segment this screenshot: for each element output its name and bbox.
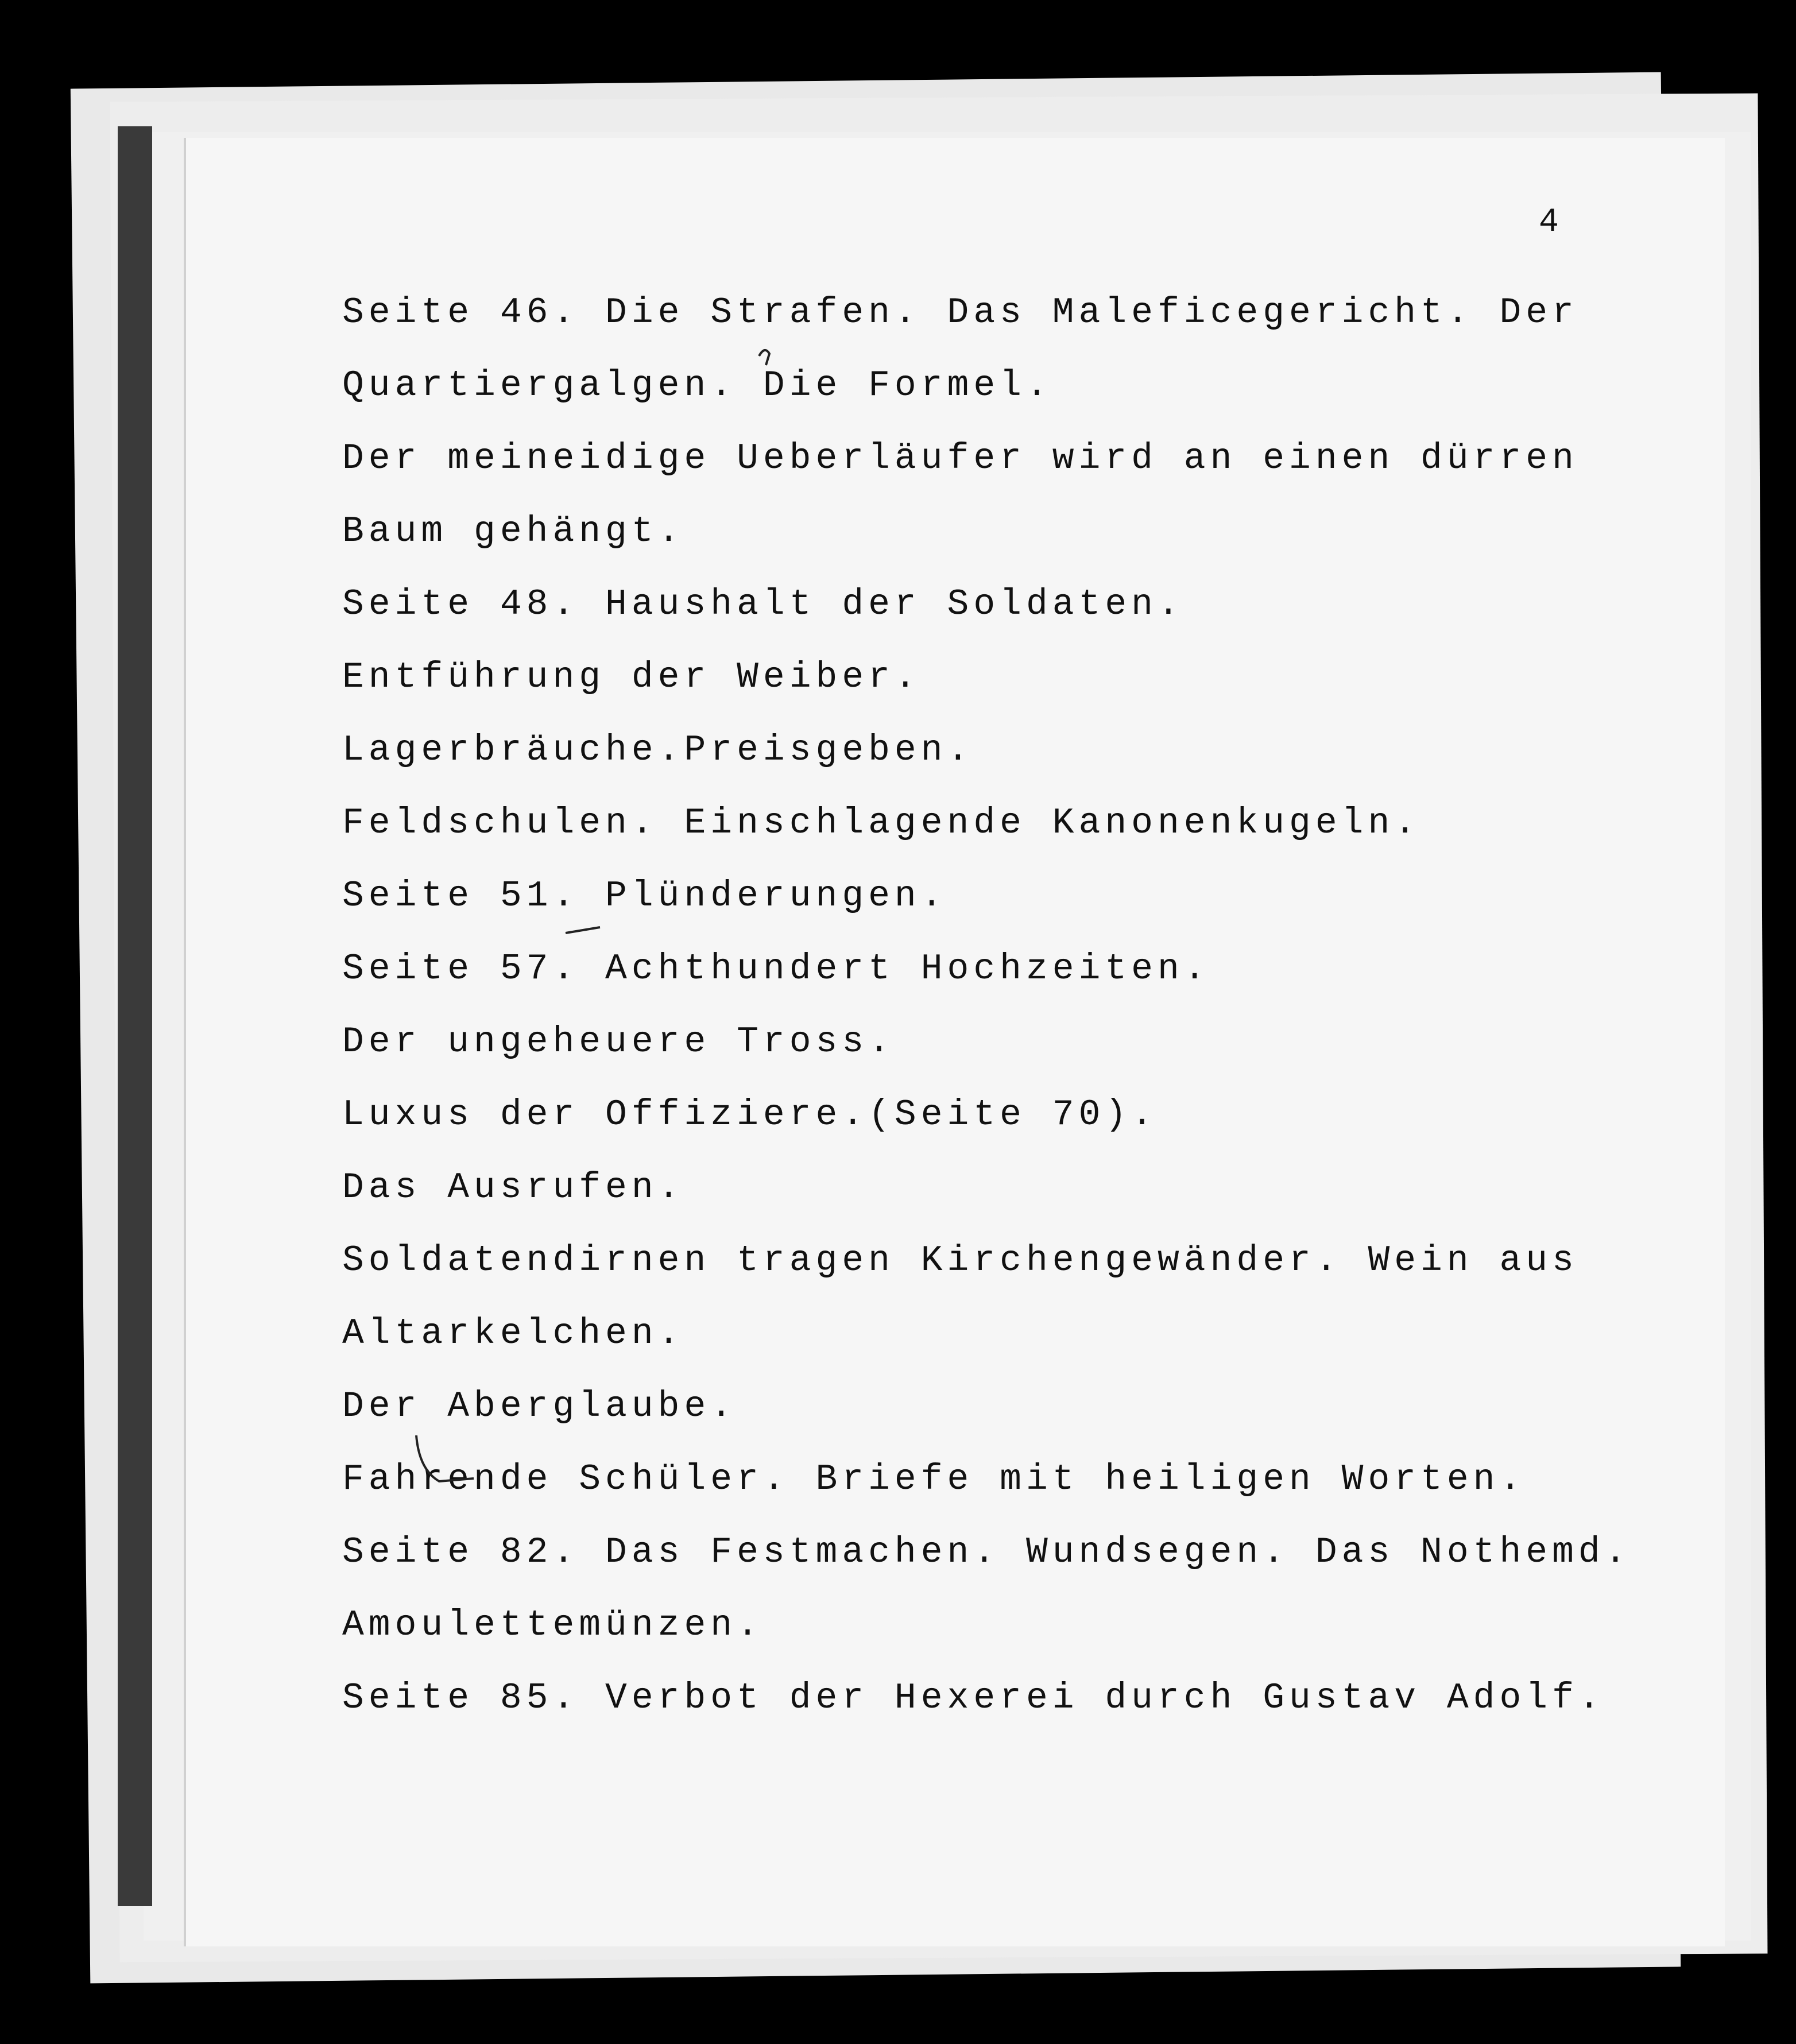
- text-line: Baum gehängt.: [342, 511, 684, 552]
- text-line: Der meineidige Ueberläufer wird an einen dürren: [342, 438, 1578, 479]
- binding-edge: [118, 126, 152, 1906]
- text-line: Quartiergalgen. Die Formel.: [342, 365, 1052, 406]
- text-line: Altarkelchen.: [342, 1313, 684, 1354]
- text-line: Seite 85. Verbot der Hexerei durch Gustav Adolf.: [342, 1678, 1605, 1718]
- text-line: Luxus der Offiziere.(Seite 70).: [342, 1094, 1158, 1135]
- text-line: Der ungeheuere Tross.: [342, 1021, 895, 1062]
- text-line: Seite 48. Haushalt der Soldaten.: [342, 584, 1184, 625]
- text-line: Fahrende Schüler. Briefe mit heiligen Worten.: [342, 1459, 1526, 1500]
- text-line: Seite 51. Plünderungen.: [342, 876, 947, 916]
- text-line: Entführung der Weiber.: [342, 657, 921, 698]
- text-line: Seite 82. Das Festmachen. Wundsegen. Das Nothemd.: [342, 1532, 1631, 1573]
- page-number: 4: [1539, 204, 1559, 241]
- text-line: Soldatendirnen tragen Kirchengewänder. Wein aus: [342, 1240, 1578, 1281]
- text-line: Der Aberglaube.: [342, 1386, 737, 1427]
- text-line: Lagerbräuche.Preisgeben.: [342, 730, 974, 771]
- text-line: Seite 57. Achthundert Hochzeiten.: [342, 949, 1210, 989]
- text-line: Feldschulen. Einschlagende Kanonenkugeln.: [342, 803, 1421, 843]
- text-line: Amoulettemünzen.: [342, 1605, 763, 1646]
- text-line: Das Ausrufen.: [342, 1167, 684, 1208]
- document-text: [342, 287, 1631, 1745]
- text-line: Seite 46. Die Strafen. Das Maleficegericht. Der: [342, 292, 1578, 333]
